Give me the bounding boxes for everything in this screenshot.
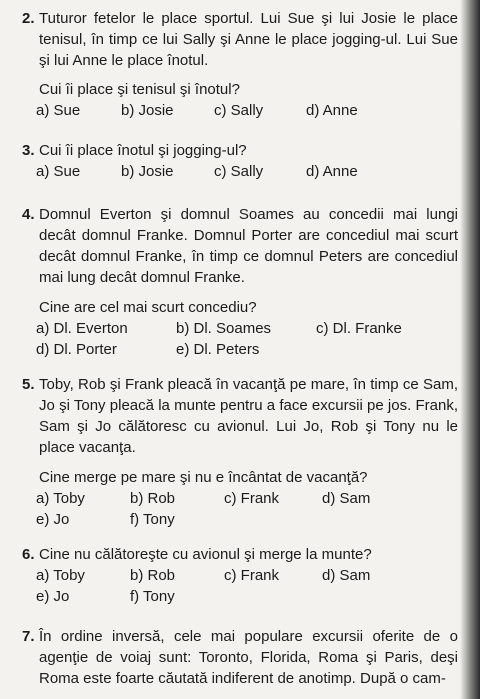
option-a: a) Sue: [36, 102, 81, 119]
question-6: [22, 544, 458, 607]
option-b: b) Josie: [121, 102, 174, 119]
options-row: [36, 318, 458, 339]
question-text: Toby, Rob şi Frank pleacă în vacanţă pe mare, în timp ce Sam, Jo şi Tony pleacă la munte pentru a face excursii pe jos. Frank, Sam şi Jo călătoresc cu avionul. Lui Jo, Rob şi Tony nu le place vacanţa.: [39, 376, 458, 456]
question-number: 3.: [22, 142, 35, 159]
option-b: b) Josie: [121, 163, 174, 180]
options-row: [36, 565, 458, 586]
option-c: c) Sally: [214, 102, 264, 119]
option-d: d) Anne: [306, 102, 358, 119]
question-4: [22, 204, 458, 360]
question-number: 5.: [22, 376, 35, 393]
question-7: [22, 626, 458, 689]
option-d: d) Sam: [322, 567, 371, 584]
options-row: [36, 509, 458, 530]
question-5: [22, 374, 458, 530]
options-row: [36, 586, 458, 607]
question-text: Tuturor fetelor le place sportul. Lui Sue şi lui Josie le place tenisul, în timp ce lui Sally şi Anne le place jogging-ul. Lui Sue şi lui Anne le place înotul.: [39, 10, 458, 69]
option-e: e) Jo: [36, 511, 70, 528]
question-text: În ordine inversă, cele mai populare excursii oferite de o agenţie de voiaj sunt: Toronto, Florida, Roma şi Paris, deşi Roma este foarte căutată indiferent de anotimp. După o cam-: [39, 628, 458, 687]
option-b: b) Rob: [130, 490, 176, 507]
options-row: [36, 161, 458, 182]
option-b: b) Dl. Soames: [176, 320, 272, 337]
question-prompt: Cine are cel mai scurt concediu?: [39, 299, 257, 316]
option-e: e) Jo: [36, 588, 70, 605]
question-number: 6.: [22, 546, 35, 563]
question-number: 7.: [22, 628, 35, 645]
question-number: 2.: [22, 10, 35, 27]
question-2: [22, 8, 458, 121]
options-row: [36, 339, 458, 360]
page-binding-shadow: [460, 0, 480, 699]
question-prompt: Cui îi place înotul şi jogging-ul?: [39, 142, 247, 159]
option-f: f) Tony: [130, 511, 175, 528]
option-c: c) Sally: [214, 163, 264, 180]
options-row: [36, 488, 458, 509]
option-a: a) Sue: [36, 163, 81, 180]
option-c: c) Dl. Franke: [316, 320, 402, 337]
question-prompt: Cui îi place şi tenisul şi înotul?: [39, 81, 240, 98]
question-number: 4.: [22, 206, 35, 223]
question-text: Domnul Everton şi domnul Soames au concedii mai lungi decât domnul Franke. Domnul Porter are concediul mai scurt decât domnul Franke, în timp ce domnul Peters are concediul mai lung decât domnul Franke.: [39, 206, 458, 286]
option-f: f) Tony: [130, 588, 175, 605]
option-a: a) Toby: [36, 490, 85, 507]
options-row: [36, 100, 458, 121]
option-e: e) Dl. Peters: [176, 341, 260, 358]
option-b: b) Rob: [130, 567, 176, 584]
question-prompt: Cine merge pe mare şi nu e încântat de vacanţă?: [39, 469, 368, 486]
option-d: d) Dl. Porter: [36, 341, 117, 358]
option-c: c) Frank: [224, 490, 280, 507]
option-c: c) Frank: [224, 567, 280, 584]
question-prompt: Cine nu călătoreşte cu avionul şi merge la munte?: [39, 546, 372, 563]
option-d: d) Sam: [322, 490, 371, 507]
option-d: d) Anne: [306, 163, 358, 180]
option-a: a) Toby: [36, 567, 85, 584]
option-a: a) Dl. Everton: [36, 320, 128, 337]
question-3: [22, 140, 458, 182]
